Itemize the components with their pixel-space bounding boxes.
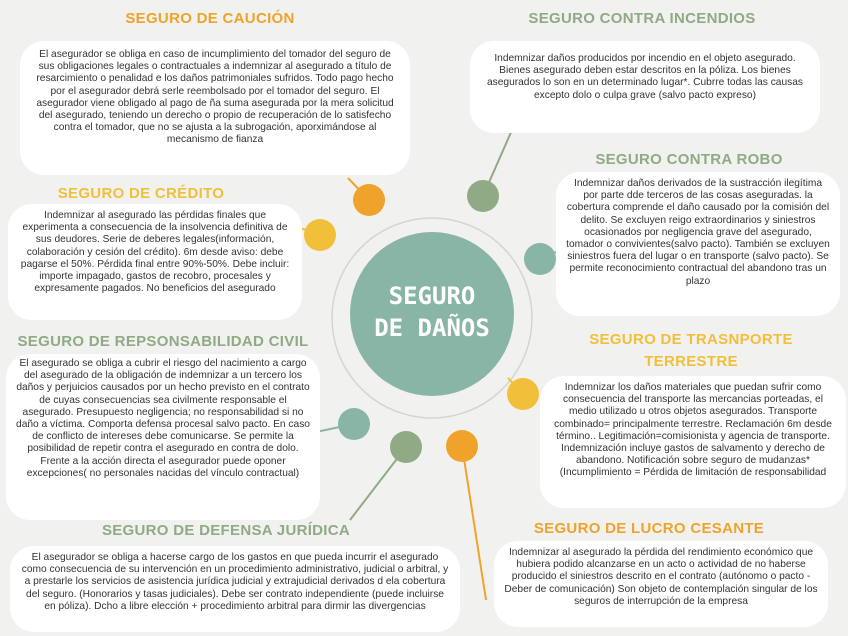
dot-caucion bbox=[353, 184, 385, 216]
credito-card: Indemnizar al asegurado las pérdidas finales que experimenta a consecuencia de la insolvencia definitiva de sus deudores. Serie de deberes legales(información, colaboración y cesión del crédito). 6m desde aviso: debe pagarse el 50%. Pérdida final entre 90%-50%. Debe incluir: importe impagado, gastos de recobro, procesales y expresamente pagados. No beneficios del asegurado bbox=[8, 204, 302, 320]
dot-transporte bbox=[507, 378, 539, 410]
transporte-title-line2: TERRESTRE bbox=[644, 353, 738, 370]
transporte-title-line1: SEGURO DE TRASNPORTE bbox=[589, 331, 793, 348]
lucro-title: SEGURO DE LUCRO CESANTE bbox=[533, 520, 765, 537]
center-title-line2: DE DAÑOS bbox=[374, 314, 490, 342]
lucro-card: Indemnizar al asegurado la pérdida del rendimiento económico que hubiera podido alcanzarse en un acto o actividad de no haberse producido el siniestros descrito en el contrato (autónomo o pacto - Deber de comunicación) Son objeto de contemplación singular de los seguros de interrupción de la empresa bbox=[494, 541, 828, 627]
caucion-title: SEGURO DE CAUCIÓN bbox=[125, 10, 295, 27]
responsabilidad-card: El asegurado se obliga a cubrir el riesgo del nacimiento a cargo del asegurado de la obligación de indemnizar a un tercero los daños y perjuicios causados por un hecho previsto en el contrato de cuyas consecuencias sea civilmente responsable el asegurado. Presupuesto negligencia; no responsabilidad si no daño a víctima. Comporta defensa procesal salvo pacto. En caso de conflicto de intereses debe comunicarse. Se permite la posibilidad de repetir contra el asegurado en contra de dolo. Frente a la acción directa el asegurador puede oponer excepciones( no personales nacidas del vínculo contractual) bbox=[6, 354, 320, 520]
dot-defensa bbox=[390, 431, 422, 463]
defensa-title: SEGURO DE DEFENSA JURÍDICA bbox=[101, 522, 351, 539]
center-title-line1: SEGURO bbox=[388, 282, 476, 310]
transporte-title bbox=[576, 329, 806, 373]
dot-incendios bbox=[467, 180, 499, 212]
robo-card: Indemnizar daños derivados de la sustracción ilegítima por parte dde terceros de las cosas aseguradas. la cobertura comprende el daño causado por la comisión del delito. Se excluyen reigo extraordinarios y siniestros ocasionados por negligencia grave del asegurado, tomador o convivientes(salvo pacto). También se excluyen siniestros fuera del lugar o en transporte (salvo pacto). Se permite reconocimiento contractual del abandono tras un plazo bbox=[556, 172, 840, 316]
dot-robo bbox=[524, 243, 556, 275]
dot-credito bbox=[304, 219, 336, 251]
robo-title: SEGURO CONTRA ROBO bbox=[595, 151, 783, 168]
incendios-title: SEGURO CONTRA INCENDIOS bbox=[528, 10, 756, 27]
line-lucro bbox=[462, 446, 486, 600]
transporte-card: Indemnizar los daños materiales que puedan sufrir como consecuencia del transporte las mercancias porteadas, el medio utilizado u otros objetos asegurados. Transporte combinado= principalmente terrestre. Reclamación 6m desde término.. Legitimación=comisionista y agencia de transporte. Indemnización incluye gastos de salvamento y derecho de abandono. Notificación sobre seguro de mudanzas* (Incumplimiento = Pérdida de limitación de responsabilidad bbox=[540, 376, 846, 508]
caucion-card: El asegurador se obliga en caso de incumplimiento del tomador del seguro de sus obligaciones legales o contractuales a indemnizar al asegurado a título de resarcimiento o penalidad e los daños patrimoniales sufridos. Todo pago hecho por el asegurador debrá serle reembolsado por el tomador del seguro. El asegurador viene obligado al pago de ña suma asegurada por la mera solicitud del asegurado, teniendo un derecho o propio de recuperación de lo satisfecho contra el tomador, que no se ajusta a la subrogación, aporximándose al mecanismo de fianza bbox=[20, 41, 410, 175]
defensa-card: El asegurador se obliga a hacerse cargo de los gastos en que pueda incurrir el asegurado como consecuencia de su intervención en un procedimiento administrativo, judicial o arbitral, y a prestarle los servicios de asistencia jurídica judicial y extrajudicial derivados d ela cobertura del seguro. (Honorarios y tasas judiciales). Debe ser contrato independiente (puede incluirse en póliza). Dcho a libre elección + procedimiento arbitral para dirmir las divergencias bbox=[10, 546, 460, 632]
responsabilidad-title: SEGURO DE REPSONSABILIDAD CIVIL bbox=[17, 333, 309, 350]
credito-title: SEGURO DE CRÉDITO bbox=[57, 185, 225, 202]
dot-lucro bbox=[446, 430, 478, 462]
dot-responsabilidad bbox=[338, 408, 370, 440]
incendios-card: Indemnizar daños producidos por incendio en el objeto asegurado. Bienes asegurado deben estar descritos en la póliza. Los bienes asegurados lo son en un determinado lugar*. Cubrre todas las causas excepto dolo o culpa grave (salvo pacto expreso) bbox=[470, 41, 820, 133]
center-title bbox=[362, 280, 502, 344]
